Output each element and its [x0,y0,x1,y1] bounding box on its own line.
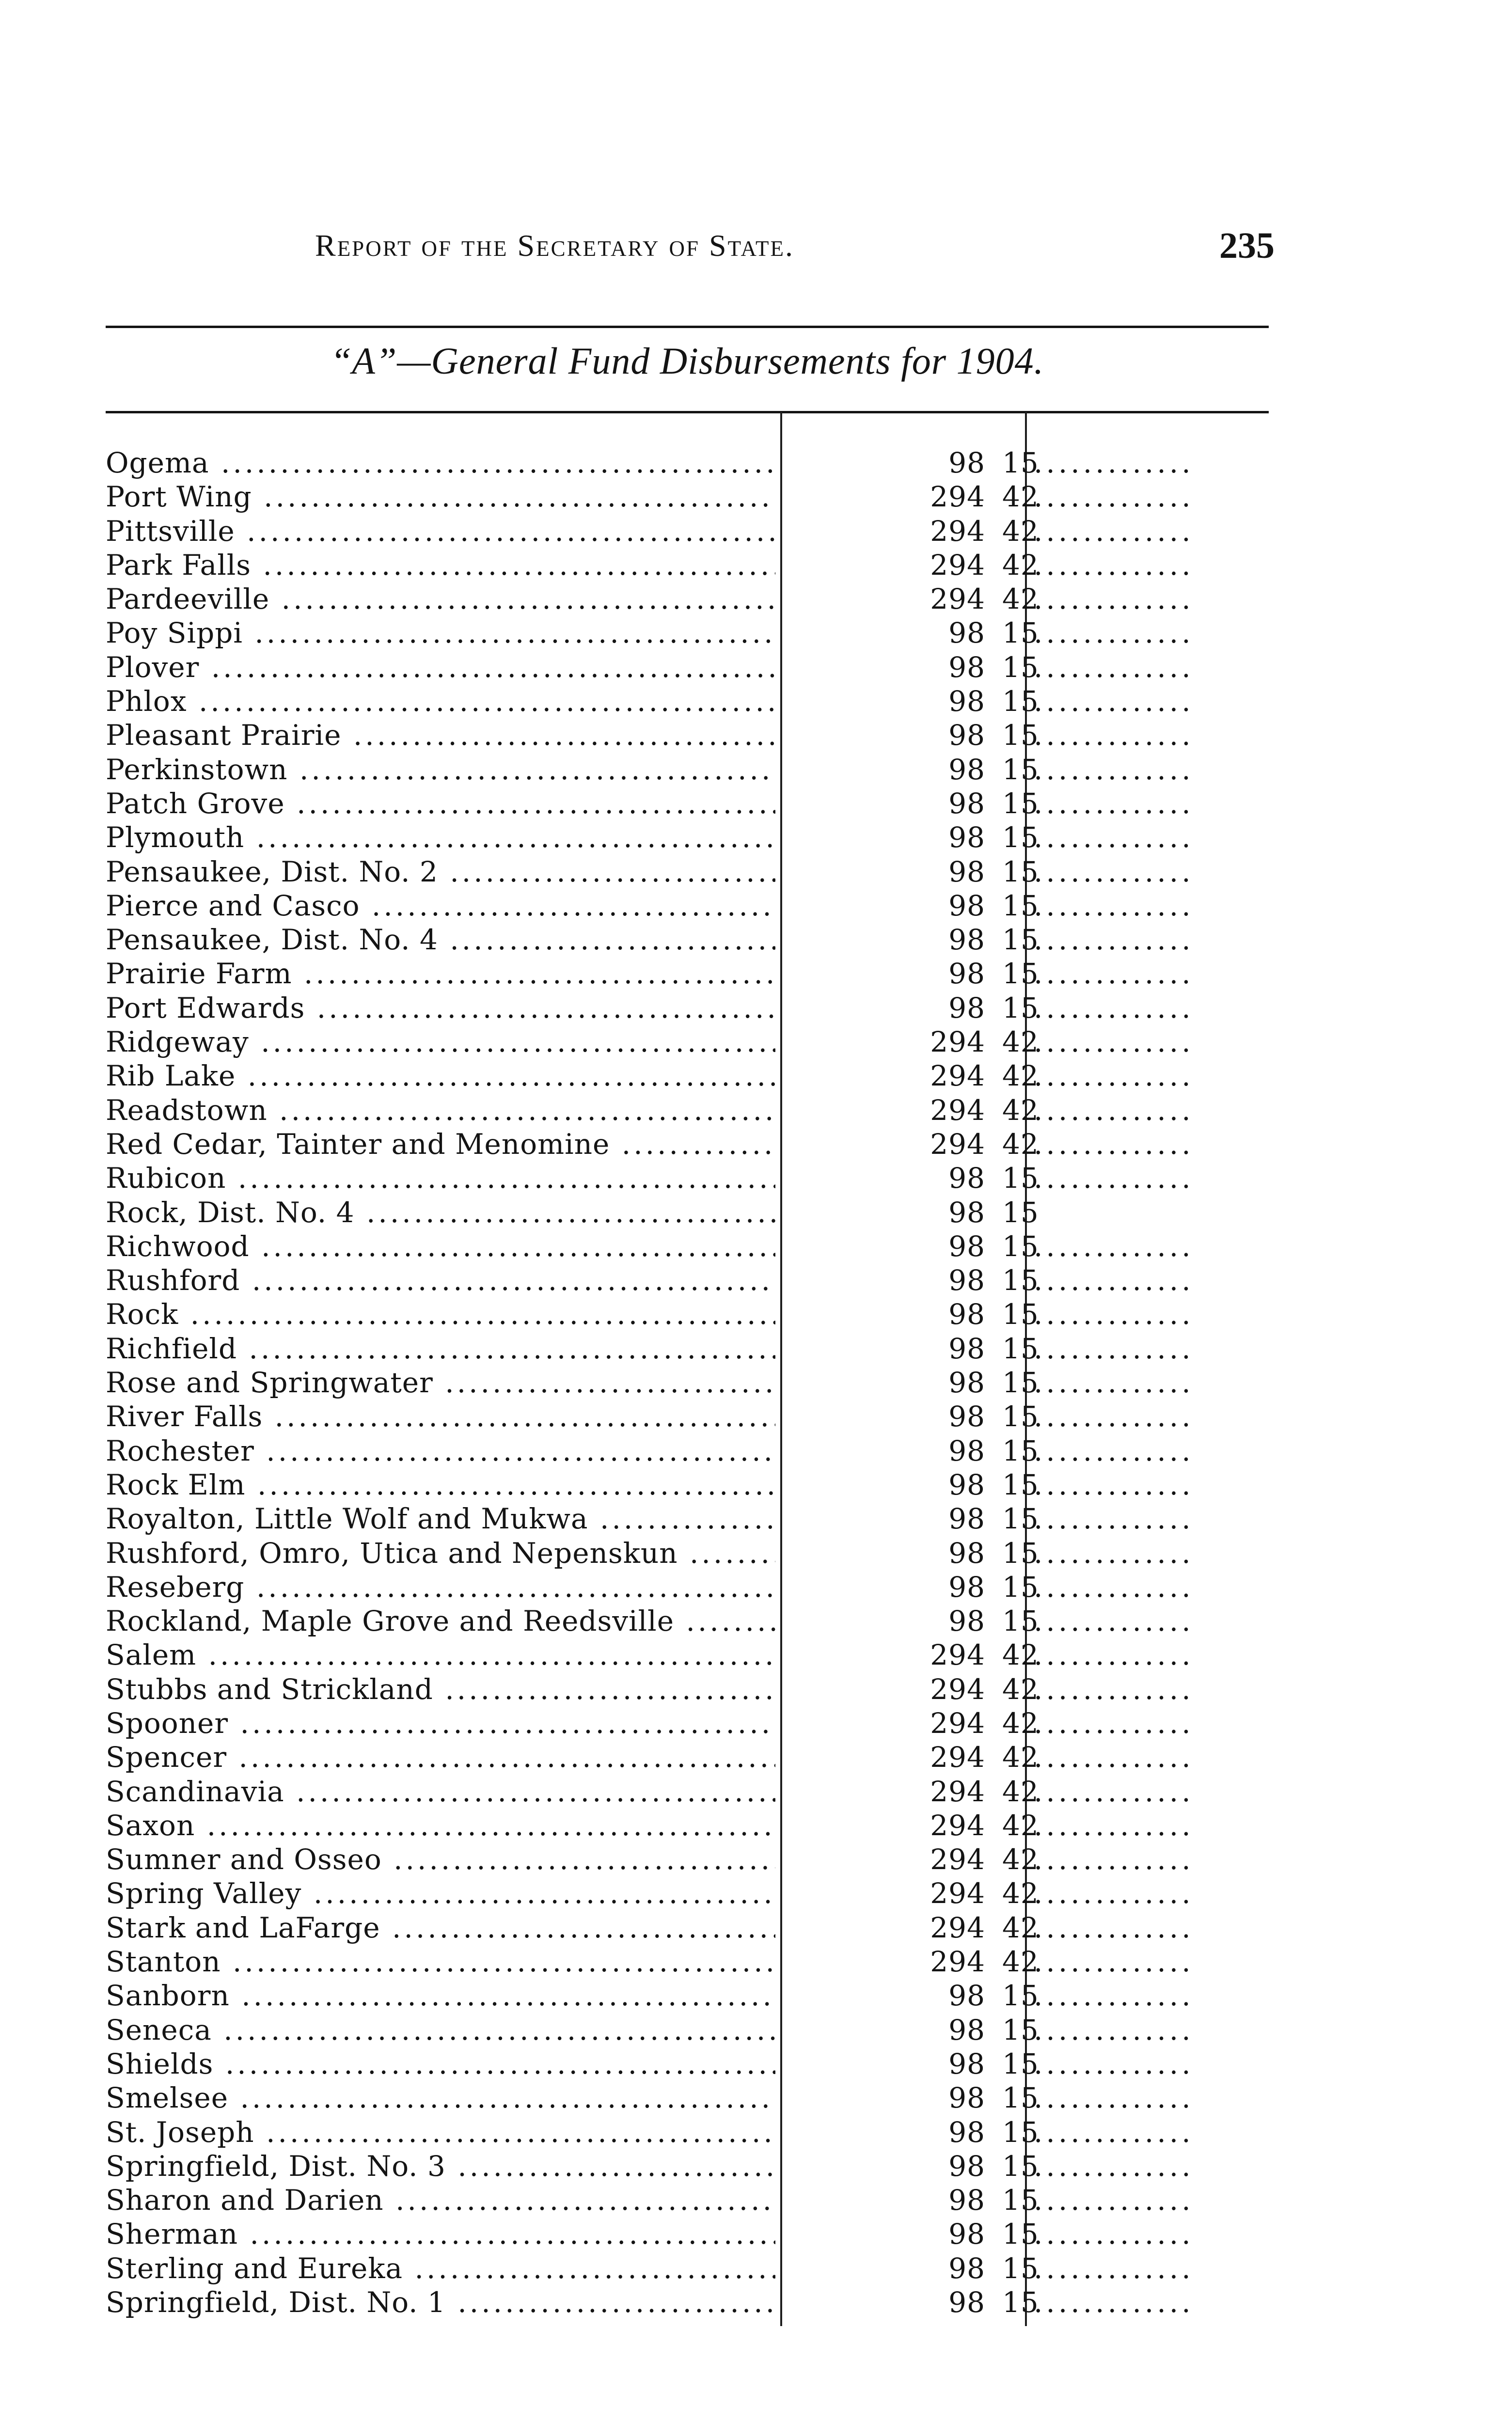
right-column-leader: ............. [1034,1775,1194,1808]
right-column-leader: ............. [1034,855,1194,888]
right-column-leader: ............. [1034,446,1194,479]
amount-cents: 42 [1002,1741,1039,1774]
table-row [106,616,1274,650]
right-column-leader: ............. [1034,1093,1194,1127]
right-column-leader: ............. [1034,1741,1194,1774]
amount-dollars: 98 [948,1605,985,1638]
right-column-leader: ............. [1034,1332,1194,1365]
amount-cents: 15 [1002,855,1039,888]
amount-cents: 15 [1002,991,1039,1024]
amount-cents: 15 [1002,753,1039,786]
table-top-rule [106,411,1269,413]
amount-dollars: 294 [930,1127,985,1161]
header-rule [106,326,1269,328]
amount-dollars: 98 [948,2251,985,2285]
payee-name: Smelsee ..... [106,2081,775,2115]
table-row [106,991,1274,1025]
amount-cents: 15 [1002,787,1039,820]
payee-name: Port Edwards ..... [106,991,775,1025]
amount-dollars: 98 [948,719,985,752]
payee-name: Scandinavia ..... [106,1775,775,1809]
amount-dollars: 98 [948,957,985,991]
amount-dollars: 98 [948,2184,985,2217]
payee-name: Port Wing ..... [106,480,775,514]
table-row [106,1979,1274,2013]
amount-cents: 15 [1002,2286,1039,2319]
table-row [106,1093,1274,1127]
amount-cents: 15 [1002,685,1039,718]
payee-name: Red Cedar, Tainter and Menomine ..... [106,1127,775,1161]
right-column-leader: ............. [1034,1605,1194,1638]
amount-dollars: 294 [930,480,985,514]
payee-name: Rushford, Omro, Utica and Nepenskun ..... [106,1536,775,1570]
amount-cents: 15 [1002,1400,1039,1433]
table-row [106,2047,1274,2081]
amount-cents: 15 [1002,2013,1039,2046]
amount-cents: 42 [1002,1059,1039,1093]
payee-name: Rubicon ..... [106,1161,775,1195]
amount-cents: 42 [1002,1843,1039,1876]
right-column-leader: ............. [1034,1911,1194,1944]
right-column-leader: ............. [1034,1468,1194,1501]
table-row [106,1570,1274,1604]
amount-dollars: 294 [930,1093,985,1127]
table-row [106,1775,1274,1809]
table-row [106,820,1274,854]
amount-dollars: 98 [948,650,985,684]
amount-cents: 15 [1002,650,1039,684]
amount-dollars: 294 [930,1911,985,1944]
amount-cents: 15 [1002,1162,1039,1195]
payee-name: Sanborn ..... [106,1979,775,2013]
amount-dollars: 294 [930,548,985,582]
amount-dollars: 98 [948,787,985,820]
table-row [106,1876,1274,1910]
right-column-leader: ............. [1034,1570,1194,1604]
payee-name: Sumner and Osseo ..... [106,1842,775,1876]
amount-dollars: 98 [948,889,985,922]
amount-cents: 42 [1002,1093,1039,1127]
table-row [106,1434,1274,1468]
table-row [106,923,1274,957]
payee-name: Saxon ..... [106,1809,775,1842]
table-row [106,1332,1274,1366]
page-header [315,225,1275,281]
amount-cents: 15 [1002,2115,1039,2149]
table-row [106,1638,1274,1672]
payee-name: Stanton ..... [106,1945,775,1979]
amount-dollars: 294 [930,1059,985,1093]
table-row [106,2115,1274,2149]
payee-name: Royalton, Little Wolf and Mukwa ..... [106,1502,775,1536]
payee-name: Spooner ..... [106,1706,775,1740]
amount-cents: 15 [1002,1468,1039,1501]
right-column-leader: ............. [1034,1809,1194,1842]
payee-name: Salem ..... [106,1638,775,1672]
right-column-leader: ............. [1034,787,1194,820]
right-column-leader: ............. [1034,1434,1194,1467]
right-column-leader: ............. [1034,2251,1194,2285]
payee-name: Rock, Dist. No. 4 ..... [106,1196,775,1229]
right-column-leader: ............. [1034,1162,1194,1195]
right-column-leader: ............. [1034,957,1194,991]
amount-cents: 15 [1002,957,1039,991]
right-column-leader: ............. [1034,1672,1194,1706]
right-column-leader: ............. [1034,480,1194,514]
amount-cents: 42 [1002,1809,1039,1842]
payee-name: Shields ..... [106,2047,775,2081]
amount-cents: 15 [1002,1536,1039,1570]
right-column-leader: ............. [1034,1059,1194,1093]
payee-name: Pittsville ..... [106,514,775,548]
table-row [106,446,1274,480]
payee-name: Springfield, Dist. No. 3 ..... [106,2149,775,2183]
table-row [106,889,1274,923]
payee-name: Rose and Springwater ..... [106,1366,775,1400]
right-column-leader: ............. [1034,1843,1194,1876]
payee-name: Rochester ..... [106,1434,775,1468]
amount-dollars: 294 [930,1025,985,1059]
table-row [106,1502,1274,1536]
table-row [106,684,1274,718]
payee-name: Rib Lake ..... [106,1059,775,1093]
payee-name: Poy Sippi ..... [106,616,775,650]
amount-dollars: 98 [948,446,985,479]
amount-cents: 42 [1002,1706,1039,1740]
amount-dollars: 294 [930,1877,985,1910]
payee-name: River Falls ..... [106,1400,775,1433]
table-row [106,1740,1274,1774]
amount-cents: 15 [1002,719,1039,752]
amount-dollars: 98 [948,1536,985,1570]
amount-cents: 42 [1002,1638,1039,1672]
amount-dollars: 98 [948,855,985,888]
amount-cents: 15 [1002,2251,1039,2285]
amount-cents: 15 [1002,1229,1039,1263]
payee-name: Sherman ..... [106,2217,775,2251]
payee-name: Rock Elm ..... [106,1468,775,1502]
table-row [106,2251,1274,2285]
amount-dollars: 98 [948,923,985,957]
table-row [106,1706,1274,1740]
payee-name: Stark and LaFarge ..... [106,1911,775,1945]
amount-cents: 15 [1002,923,1039,957]
table-row [106,1297,1274,1331]
amount-dollars: 98 [948,1332,985,1365]
right-column-leader: ............. [1034,1366,1194,1400]
amount-dollars: 294 [930,582,985,616]
payee-name: Readstown ..... [106,1093,775,1127]
table-row [106,2217,1274,2251]
amount-cents: 15 [1002,2081,1039,2115]
amount-dollars: 98 [948,1298,985,1331]
amount-cents: 15 [1002,1434,1039,1467]
right-column-leader: ............. [1034,1264,1194,1297]
amount-dollars: 294 [930,514,985,548]
right-column-leader: ............. [1034,2115,1194,2149]
amount-dollars: 98 [948,1196,985,1229]
amount-cents: 42 [1002,1945,1039,1979]
table-row [106,480,1274,514]
payee-name: Seneca ..... [106,2013,775,2047]
disbursement-table [106,446,1274,2319]
amount-dollars: 98 [948,1434,985,1467]
amount-dollars: 98 [948,991,985,1024]
right-column-leader: ............. [1034,1502,1194,1536]
table-row [106,2285,1274,2319]
amount-cents: 42 [1002,548,1039,582]
right-column-leader: ............. [1034,889,1194,922]
amount-cents: 42 [1002,480,1039,514]
amount-cents: 15 [1002,1196,1039,1229]
table-row [106,718,1274,752]
amount-cents: 42 [1002,514,1039,548]
amount-dollars: 98 [948,2149,985,2183]
amount-dollars: 98 [948,1162,985,1195]
table-row [106,2013,1274,2047]
payee-name: Stubbs and Strickland ..... [106,1672,775,1706]
amount-dollars: 98 [948,1229,985,1263]
amount-dollars: 98 [948,753,985,786]
amount-dollars: 98 [948,2047,985,2080]
amount-dollars: 98 [948,2286,985,2319]
table-row [106,957,1274,991]
amount-cents: 42 [1002,1672,1039,1706]
table-row [106,1604,1274,1638]
payee-name: Springfield, Dist. No. 1 ..... [106,2285,775,2319]
payee-name: Prairie Farm ..... [106,957,775,991]
table-row [106,1127,1274,1161]
right-column-leader: ............. [1034,2013,1194,2046]
payee-name: Richfield ..... [106,1332,775,1366]
amount-cents: 15 [1002,616,1039,650]
table-row [106,1468,1274,1502]
payee-name: Sharon and Darien ..... [106,2183,775,2217]
right-column-leader: ............. [1034,1127,1194,1161]
amount-dollars: 98 [948,821,985,854]
payee-name: Pardeeville ..... [106,582,775,616]
amount-dollars: 98 [948,1400,985,1433]
amount-dollars: 294 [930,1672,985,1706]
right-column-leader: ............. [1034,1536,1194,1570]
amount-cents: 42 [1002,1911,1039,1944]
right-column-leader: ............. [1034,1638,1194,1672]
right-column-leader: ............. [1034,1229,1194,1263]
payee-name: Richwood ..... [106,1229,775,1263]
amount-dollars: 294 [930,1706,985,1740]
amount-cents: 42 [1002,1127,1039,1161]
amount-dollars: 98 [948,1979,985,2013]
right-column-leader: ............. [1034,2081,1194,2115]
right-column-leader: ............. [1034,2218,1194,2251]
amount-dollars: 294 [930,1741,985,1774]
amount-cents: 42 [1002,1775,1039,1808]
amount-dollars: 98 [948,2218,985,2251]
table-row [106,1911,1274,1945]
amount-cents: 15 [1002,446,1039,479]
amount-cents: 15 [1002,1979,1039,2013]
amount-cents: 15 [1002,1605,1039,1638]
amount-dollars: 98 [948,1570,985,1604]
amount-dollars: 98 [948,2115,985,2149]
amount-dollars: 294 [930,1945,985,1979]
amount-cents: 15 [1002,2047,1039,2080]
amount-cents: 15 [1002,889,1039,922]
amount-dollars: 98 [948,2081,985,2115]
amount-cents: 15 [1002,821,1039,854]
payee-name: Ogema ..... [106,446,775,480]
payee-name: St. Joseph ..... [106,2115,775,2149]
table-row [106,1229,1274,1263]
payee-name: Plover ..... [106,650,775,684]
right-column-leader: ............. [1034,514,1194,548]
amount-dollars: 98 [948,1264,985,1297]
payee-name: Reseberg ..... [106,1570,775,1604]
payee-name: Ridgeway ..... [106,1025,775,1059]
payee-name: Rushford ..... [106,1263,775,1297]
amount-dollars: 98 [948,685,985,718]
right-column-leader: ............. [1034,650,1194,684]
right-column-leader: ............. [1034,2286,1194,2319]
amount-dollars: 98 [948,1468,985,1501]
payee-name: Pensaukee, Dist. No. 2 ..... [106,855,775,889]
table-row [106,787,1274,820]
amount-dollars: 98 [948,616,985,650]
table-row [106,1536,1274,1570]
amount-cents: 42 [1002,1877,1039,1910]
payee-name: Plymouth ..... [106,820,775,854]
table-row [106,1059,1274,1093]
amount-dollars: 294 [930,1775,985,1808]
table-row [106,582,1274,616]
amount-dollars: 294 [930,1809,985,1842]
right-column-leader: ............. [1034,923,1194,957]
table-row [106,753,1274,787]
table-row [106,1161,1274,1195]
table-row [106,1809,1274,1842]
payee-name: Pierce and Casco ..... [106,889,775,923]
amount-cents: 15 [1002,1570,1039,1604]
payee-name: Pensaukee, Dist. No. 4 ..... [106,923,775,957]
payee-name: Phlox ..... [106,684,775,718]
amount-cents: 15 [1002,1502,1039,1536]
right-column-leader: ............. [1034,1706,1194,1740]
right-column-leader: ............. [1034,1025,1194,1059]
table-row [106,2081,1274,2115]
right-column-leader: ............. [1034,548,1194,582]
right-column-leader: ............. [1034,2184,1194,2217]
payee-name: Park Falls ..... [106,548,775,582]
amount-cents: 42 [1002,582,1039,616]
payee-name: Patch Grove ..... [106,787,775,820]
payee-name: Rockland, Maple Grove and Reedsville ..... [106,1604,775,1638]
amount-cents: 15 [1002,2218,1039,2251]
right-column-leader: ............. [1034,821,1194,854]
right-column-leader: ............. [1034,616,1194,650]
table-row [106,855,1274,889]
page-number: 235 [1219,225,1275,266]
payee-name: Sterling and Eureka ..... [106,2251,775,2285]
table-row [106,1945,1274,1979]
right-column-leader: ............. [1034,753,1194,786]
amount-cents: 42 [1002,1025,1039,1059]
amount-dollars: 294 [930,1638,985,1672]
table-row [106,548,1274,582]
right-column-leader: ............. [1034,991,1194,1024]
amount-cents: 15 [1002,1366,1039,1400]
amount-cents: 15 [1002,1264,1039,1297]
amount-dollars: 98 [948,1502,985,1536]
table-row [106,1196,1274,1229]
table-row [106,1672,1274,1706]
running-title: Report of the Secretary of State. [315,228,794,263]
table-row [106,1366,1274,1400]
amount-cents: 15 [1002,2184,1039,2217]
right-column-leader: ............. [1034,2047,1194,2080]
right-column-leader: ............. [1034,685,1194,718]
table-row [106,1263,1274,1297]
payee-name: Spring Valley ..... [106,1876,775,1910]
amount-dollars: 98 [948,2013,985,2046]
amount-cents: 15 [1002,1298,1039,1331]
payee-name: Rock ..... [106,1297,775,1331]
right-column-leader: ............. [1034,1400,1194,1433]
table-row [106,514,1274,548]
right-column-leader: ............. [1034,1298,1194,1331]
payee-name: Spencer ..... [106,1740,775,1774]
table-row [106,1400,1274,1433]
payee-name: Perkinstown ..... [106,753,775,787]
right-column-leader: ............. [1034,1877,1194,1910]
amount-cents: 15 [1002,2149,1039,2183]
right-column-leader: ............. [1034,582,1194,616]
right-column-leader: ............. [1034,2149,1194,2183]
table-row [106,2149,1274,2183]
right-column-leader: ............. [1034,1945,1194,1979]
section-title: “A”—General Fund Disbursements for 1904. [330,340,1044,382]
table-row [106,650,1274,684]
table-row [106,1842,1274,1876]
amount-cents: 15 [1002,1332,1039,1365]
amount-dollars: 294 [930,1843,985,1876]
right-column-leader: ............. [1034,1979,1194,2013]
amount-dollars: 98 [948,1366,985,1400]
payee-name: Pleasant Prairie ..... [106,718,775,752]
table-row [106,1025,1274,1059]
table-row [106,2183,1274,2217]
right-column-leader: ............. [1034,719,1194,752]
